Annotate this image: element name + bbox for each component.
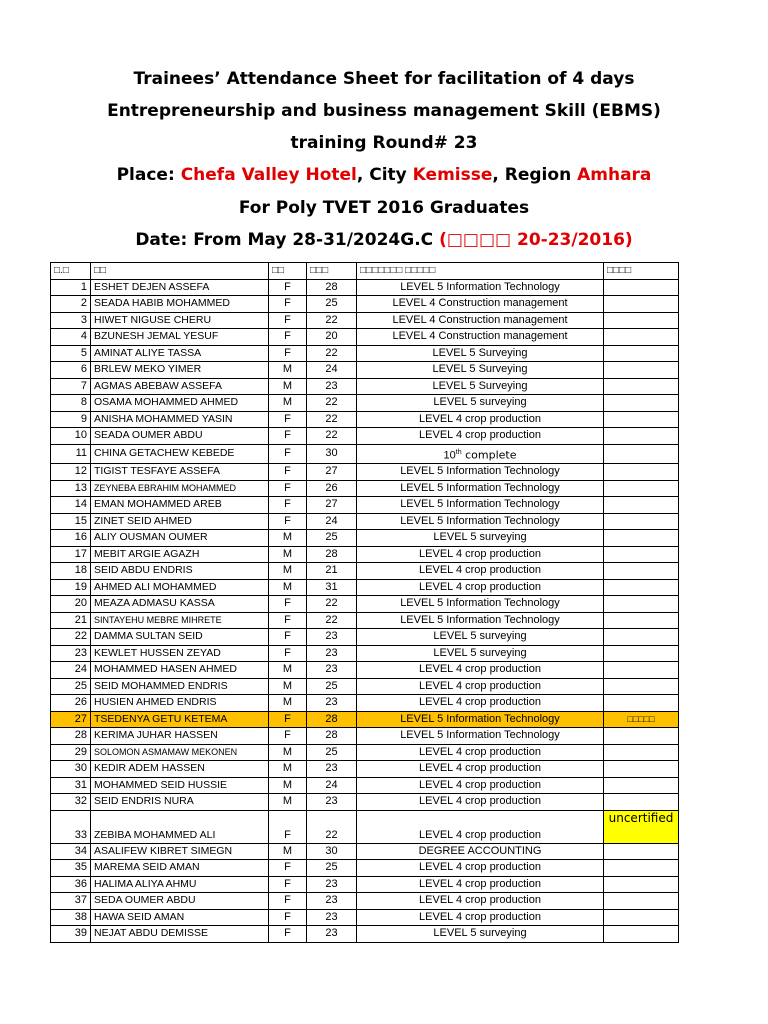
cell-number: 35 (51, 860, 91, 877)
cell-name: AMINAT ALIYE TASSA (91, 345, 269, 362)
cell-level: LEVEL 4 crop production (357, 563, 604, 580)
cell-level: LEVEL 4 crop production (357, 876, 604, 893)
cell-sex: M (269, 579, 307, 596)
cell-level: LEVEL 4 crop production (357, 695, 604, 712)
table-row (51, 728, 679, 745)
cell-remark (604, 843, 679, 860)
cell-age: 28 (307, 546, 357, 563)
cell-sex: F (269, 860, 307, 877)
cell-sex: F (269, 513, 307, 530)
cell-name: TSEDENYA GETU KETEMA (91, 711, 269, 728)
cell-name: ASALIFEW KIBRET SIMEGN (91, 843, 269, 860)
cell-sex: F (269, 480, 307, 497)
cell-sex: F (269, 411, 307, 428)
cell-remark (604, 279, 679, 296)
cell-level: LEVEL 4 Construction management (357, 296, 604, 313)
table-row (51, 279, 679, 296)
cell-sex: F (269, 629, 307, 646)
date-line (0, 230, 768, 250)
cell-name: HUSIEN AHMED ENDRIS (91, 695, 269, 712)
cell-name: ANISHA MOHAMMED YASIN (91, 411, 269, 428)
cell-number: 15 (51, 513, 91, 530)
cell-level: LEVEL 4 Construction management (357, 329, 604, 346)
date-prefix: Date: From May 28-31/2024G.C (135, 230, 440, 250)
table-row (51, 362, 679, 379)
cell-level: LEVEL 4 crop production (357, 860, 604, 877)
cell-name: CHINA GETACHEW KEBEDE (91, 444, 269, 464)
table-row (51, 444, 679, 464)
cell-name: KERIMA JUHAR HASSEN (91, 728, 269, 745)
cell-sex: F (269, 728, 307, 745)
cell-number: 38 (51, 909, 91, 926)
header-name: □□ (91, 263, 269, 280)
cell-number: 29 (51, 744, 91, 761)
cell-age: 22 (307, 312, 357, 329)
city-label: , City (356, 165, 413, 185)
table-row (51, 411, 679, 428)
cell-age: 23 (307, 893, 357, 910)
cell-sex: M (269, 744, 307, 761)
cell-level: LEVEL 5 surveying (357, 395, 604, 412)
header-age: □□□ (307, 263, 357, 280)
cell-number: 13 (51, 480, 91, 497)
cell-age: 22 (307, 428, 357, 445)
table-row (51, 678, 679, 695)
cell-level: LEVEL 5 surveying (357, 645, 604, 662)
title-line-5: For Poly TVET 2016 Graduates (238, 198, 530, 218)
cell-sex: M (269, 530, 307, 547)
header-remark: □□□□ (604, 263, 679, 280)
cell-number: 18 (51, 563, 91, 580)
cell-number: 8 (51, 395, 91, 412)
cell-age: 23 (307, 926, 357, 943)
cell-level: LEVEL 4 crop production (357, 777, 604, 794)
region-value: Amhara (577, 165, 652, 185)
cell-remark (604, 794, 679, 811)
cell-name: HAWA SEID AMAN (91, 909, 269, 926)
cell-level: LEVEL 5 surveying (357, 629, 604, 646)
table-row (51, 794, 679, 811)
cell-remark (604, 926, 679, 943)
cell-age: 27 (307, 464, 357, 481)
cell-number: 7 (51, 378, 91, 395)
cell-sex: M (269, 662, 307, 679)
cell-name: AGMAS ABEBAW ASSEFA (91, 378, 269, 395)
cell-remark (604, 497, 679, 514)
cell-sex: F (269, 596, 307, 613)
cell-sex: F (269, 876, 307, 893)
cell-sex: F (269, 279, 307, 296)
cell-level: LEVEL 5 surveying (357, 530, 604, 547)
cell-age: 22 (307, 810, 357, 843)
cell-number: 21 (51, 612, 91, 629)
cell-number: 26 (51, 695, 91, 712)
cell-age: 25 (307, 744, 357, 761)
place-value: Chefa Valley Hotel (180, 165, 357, 185)
cell-remark (604, 563, 679, 580)
cell-name: SEID ENDRIS NURA (91, 794, 269, 811)
cell-level: LEVEL 5 Information Technology (357, 596, 604, 613)
table-row (51, 480, 679, 497)
table-row (51, 312, 679, 329)
cell-remark (604, 678, 679, 695)
table-row (51, 497, 679, 514)
cell-number: 24 (51, 662, 91, 679)
table-row (51, 513, 679, 530)
cell-level: LEVEL 5 Surveying (357, 345, 604, 362)
cell-level: LEVEL 5 Surveying (357, 362, 604, 379)
cell-name: KEDIR ADEM HASSEN (91, 761, 269, 778)
cell-name: MOHAMMED HASEN AHMED (91, 662, 269, 679)
cell-number: 14 (51, 497, 91, 514)
cell-sex: M (269, 678, 307, 695)
cell-age: 23 (307, 662, 357, 679)
cell-remark (604, 345, 679, 362)
cell-level: LEVEL 4 crop production (357, 428, 604, 445)
cell-age: 20 (307, 329, 357, 346)
cell-age: 30 (307, 843, 357, 860)
cell-remark: □□□□□ (604, 711, 679, 728)
cell-age: 22 (307, 345, 357, 362)
cell-age: 22 (307, 596, 357, 613)
date-local: □□□□ 20-23/2016) (446, 230, 633, 250)
cell-name: ZINET SEID AHMED (91, 513, 269, 530)
cell-remark (604, 629, 679, 646)
cell-remark (604, 395, 679, 412)
cell-level: LEVEL 5 Information Technology (357, 480, 604, 497)
region-label: , Region (492, 165, 578, 185)
cell-sex: F (269, 444, 307, 464)
table-row (51, 695, 679, 712)
table-row (51, 530, 679, 547)
attendance-table (50, 262, 679, 943)
header-number: □.□ (51, 263, 91, 280)
cell-age: 25 (307, 530, 357, 547)
cell-number: 2 (51, 296, 91, 313)
cell-sex: F (269, 296, 307, 313)
title-line-2: Entrepreneurship and business management Skill (EBMS) (107, 101, 661, 121)
cell-age: 24 (307, 777, 357, 794)
cell-sex: F (269, 810, 307, 843)
cell-sex: M (269, 546, 307, 563)
header-sex: □□ (269, 263, 307, 280)
cell-age: 26 (307, 480, 357, 497)
cell-age: 22 (307, 612, 357, 629)
cell-age: 23 (307, 761, 357, 778)
cell-remark (604, 362, 679, 379)
cell-age: 23 (307, 695, 357, 712)
cell-name: HALIMA ALIYA AHMU (91, 876, 269, 893)
cell-number: 4 (51, 329, 91, 346)
cell-sex: F (269, 312, 307, 329)
cell-age: 25 (307, 296, 357, 313)
cell-age: 28 (307, 728, 357, 745)
cell-level: LEVEL 5 surveying (357, 926, 604, 943)
cell-level: LEVEL 4 crop production (357, 579, 604, 596)
cell-number: 10 (51, 428, 91, 445)
cell-remark (604, 546, 679, 563)
cell-name: EMAN MOHAMMED AREB (91, 497, 269, 514)
cell-sex: F (269, 926, 307, 943)
cell-name: BRLEW MEKO YIMER (91, 362, 269, 379)
cell-remark (604, 761, 679, 778)
cell-number: 27 (51, 711, 91, 728)
cell-name: ZEYNEBA EBRAHIM MOHAMMED (91, 480, 269, 497)
table-row (51, 563, 679, 580)
cell-name: ESHET DEJEN ASSEFA (91, 279, 269, 296)
table-row (51, 629, 679, 646)
cell-age: 23 (307, 794, 357, 811)
cell-level: LEVEL 4 crop production (357, 810, 604, 843)
cell-number: 1 (51, 279, 91, 296)
cell-number: 31 (51, 777, 91, 794)
cell-age: 23 (307, 909, 357, 926)
cell-remark (604, 378, 679, 395)
table-body (51, 279, 679, 942)
cell-age: 23 (307, 629, 357, 646)
cell-number: 6 (51, 362, 91, 379)
table-row (51, 711, 679, 728)
table-row (51, 464, 679, 481)
cell-sex: F (269, 711, 307, 728)
cell-name: ZEBIBA MOHAMMED ALI (91, 810, 269, 843)
cell-sex: F (269, 464, 307, 481)
cell-number: 16 (51, 530, 91, 547)
table-row (51, 744, 679, 761)
cell-sex: F (269, 329, 307, 346)
cell-age: 25 (307, 678, 357, 695)
cell-age: 22 (307, 395, 357, 412)
cell-level: DEGREE ACCOUNTING (357, 843, 604, 860)
cell-sex: F (269, 345, 307, 362)
cell-name: HIWET NIGUSE CHERU (91, 312, 269, 329)
cell-level: LEVEL 4 crop production (357, 761, 604, 778)
cell-remark (604, 662, 679, 679)
cell-name: MOHAMMED SEID HUSSIE (91, 777, 269, 794)
cell-level: LEVEL 4 crop production (357, 678, 604, 695)
cell-level: LEVEL 4 crop production (357, 411, 604, 428)
cell-age: 24 (307, 362, 357, 379)
cell-level: LEVEL 5 Information Technology (357, 279, 604, 296)
cell-number: 39 (51, 926, 91, 943)
cell-name: SEID MOHAMMED ENDRIS (91, 678, 269, 695)
table-row (51, 546, 679, 563)
cell-number: 22 (51, 629, 91, 646)
cell-number: 12 (51, 464, 91, 481)
cell-name: MAREMA SEID AMAN (91, 860, 269, 877)
table-row (51, 612, 679, 629)
cell-level: 10th complete (357, 444, 604, 464)
table-header-row (51, 263, 679, 280)
cell-number: 32 (51, 794, 91, 811)
cell-number: 28 (51, 728, 91, 745)
cell-age: 23 (307, 378, 357, 395)
cell-sex: M (269, 563, 307, 580)
cell-level: LEVEL 4 Construction management (357, 312, 604, 329)
cell-number: 19 (51, 579, 91, 596)
cell-remark (604, 909, 679, 926)
cell-number: 17 (51, 546, 91, 563)
cell-remark (604, 411, 679, 428)
title-line-3: training Round# 23 (290, 133, 478, 153)
cell-sex: M (269, 843, 307, 860)
cell-name: SEADA OUMER ABDU (91, 428, 269, 445)
title-line-1: Trainees’ Attendance Sheet for facilitation of 4 days (133, 69, 635, 89)
cell-remark (604, 860, 679, 877)
cell-remark (604, 893, 679, 910)
cell-number: 11 (51, 444, 91, 464)
table-row (51, 777, 679, 794)
cell-level: LEVEL 5 Information Technology (357, 464, 604, 481)
cell-remark (604, 695, 679, 712)
cell-sex: M (269, 761, 307, 778)
cell-remark (604, 777, 679, 794)
cell-level: LEVEL 5 Information Technology (357, 497, 604, 514)
table-row (51, 662, 679, 679)
cell-sex: F (269, 497, 307, 514)
cell-name: BZUNESH JEMAL YESUF (91, 329, 269, 346)
cell-sex: M (269, 362, 307, 379)
cell-level: LEVEL 4 crop production (357, 794, 604, 811)
table-row (51, 428, 679, 445)
date-paren: ( (439, 230, 447, 250)
cell-number: 9 (51, 411, 91, 428)
cell-number: 23 (51, 645, 91, 662)
cell-name: TIGIST TESFAYE ASSEFA (91, 464, 269, 481)
cell-remark (604, 329, 679, 346)
cell-sex: F (269, 428, 307, 445)
city-value: Kemisse (412, 165, 493, 185)
cell-sex: M (269, 794, 307, 811)
cell-number: 3 (51, 312, 91, 329)
cell-name: MEBIT ARGIE AGAZH (91, 546, 269, 563)
cell-name: NEJAT ABDU DEMISSE (91, 926, 269, 943)
cell-name: OSAMA MOHAMMED AHMED (91, 395, 269, 412)
table-row (51, 395, 679, 412)
cell-age: 21 (307, 563, 357, 580)
cell-name: SEDA OUMER ABDU (91, 893, 269, 910)
table-row (51, 345, 679, 362)
table-row (51, 876, 679, 893)
cell-level: LEVEL 5 Information Technology (357, 612, 604, 629)
cell-level: LEVEL 4 crop production (357, 744, 604, 761)
cell-sex: F (269, 909, 307, 926)
table-row (51, 579, 679, 596)
table-row (51, 296, 679, 313)
cell-remark (604, 480, 679, 497)
cell-remark (604, 744, 679, 761)
cell-age: 27 (307, 497, 357, 514)
cell-level: LEVEL 4 crop production (357, 662, 604, 679)
cell-number: 25 (51, 678, 91, 695)
cell-age: 31 (307, 579, 357, 596)
cell-remark (604, 579, 679, 596)
table-row (51, 761, 679, 778)
cell-remark (604, 444, 679, 464)
cell-name: SEADA HABIB MOHAMMED (91, 296, 269, 313)
cell-sex: F (269, 612, 307, 629)
cell-number: 5 (51, 345, 91, 362)
cell-remark (604, 513, 679, 530)
table-row (51, 378, 679, 395)
cell-level: LEVEL 5 Information Technology (357, 711, 604, 728)
cell-remark (604, 645, 679, 662)
cell-name: SEID ABDU ENDRIS (91, 563, 269, 580)
cell-sex: F (269, 645, 307, 662)
cell-age: 28 (307, 279, 357, 296)
cell-age: 25 (307, 860, 357, 877)
cell-name: ALIY OUSMAN OUMER (91, 530, 269, 547)
cell-level: LEVEL 5 Information Technology (357, 728, 604, 745)
cell-number: 33 (51, 810, 91, 843)
cell-age: 22 (307, 411, 357, 428)
table-row (51, 329, 679, 346)
cell-name: DAMMA SULTAN SEID (91, 629, 269, 646)
table-row (51, 810, 679, 843)
table-row (51, 926, 679, 943)
cell-level: LEVEL 4 crop production (357, 909, 604, 926)
cell-level: LEVEL 5 Information Technology (357, 513, 604, 530)
cell-remark: uncertified (604, 810, 679, 843)
place-label: Place: (116, 165, 181, 185)
cell-sex: M (269, 395, 307, 412)
table-row (51, 645, 679, 662)
cell-remark (604, 296, 679, 313)
header-level: □□□□□□□ □□□□□ (357, 263, 604, 280)
table-row (51, 843, 679, 860)
cell-age: 28 (307, 711, 357, 728)
cell-remark (604, 312, 679, 329)
cell-age: 24 (307, 513, 357, 530)
cell-number: 30 (51, 761, 91, 778)
cell-level: LEVEL 4 crop production (357, 893, 604, 910)
cell-name: AHMED ALI MOHAMMED (91, 579, 269, 596)
table-row (51, 909, 679, 926)
cell-sex: F (269, 893, 307, 910)
cell-name: MEAZA ADMASU KASSA (91, 596, 269, 613)
cell-age: 23 (307, 876, 357, 893)
table-row (51, 893, 679, 910)
cell-remark (604, 596, 679, 613)
cell-sex: M (269, 695, 307, 712)
cell-number: 36 (51, 876, 91, 893)
cell-number: 20 (51, 596, 91, 613)
cell-age: 23 (307, 645, 357, 662)
cell-name: KEWLET HUSSEN ZEYAD (91, 645, 269, 662)
cell-sex: M (269, 378, 307, 395)
cell-name: SINTAYEHU MEBRE MIHRETE (91, 612, 269, 629)
cell-remark (604, 876, 679, 893)
cell-name: SOLOMON ASMAMAW MEKONEN (91, 744, 269, 761)
cell-remark (604, 530, 679, 547)
cell-remark (604, 612, 679, 629)
table-row (51, 596, 679, 613)
cell-number: 37 (51, 893, 91, 910)
table-row (51, 860, 679, 877)
place-line (0, 165, 768, 185)
cell-remark (604, 728, 679, 745)
cell-level: LEVEL 4 crop production (357, 546, 604, 563)
cell-number: 34 (51, 843, 91, 860)
cell-age: 30 (307, 444, 357, 464)
cell-level: LEVEL 5 Surveying (357, 378, 604, 395)
cell-sex: M (269, 777, 307, 794)
cell-remark (604, 428, 679, 445)
cell-remark (604, 464, 679, 481)
